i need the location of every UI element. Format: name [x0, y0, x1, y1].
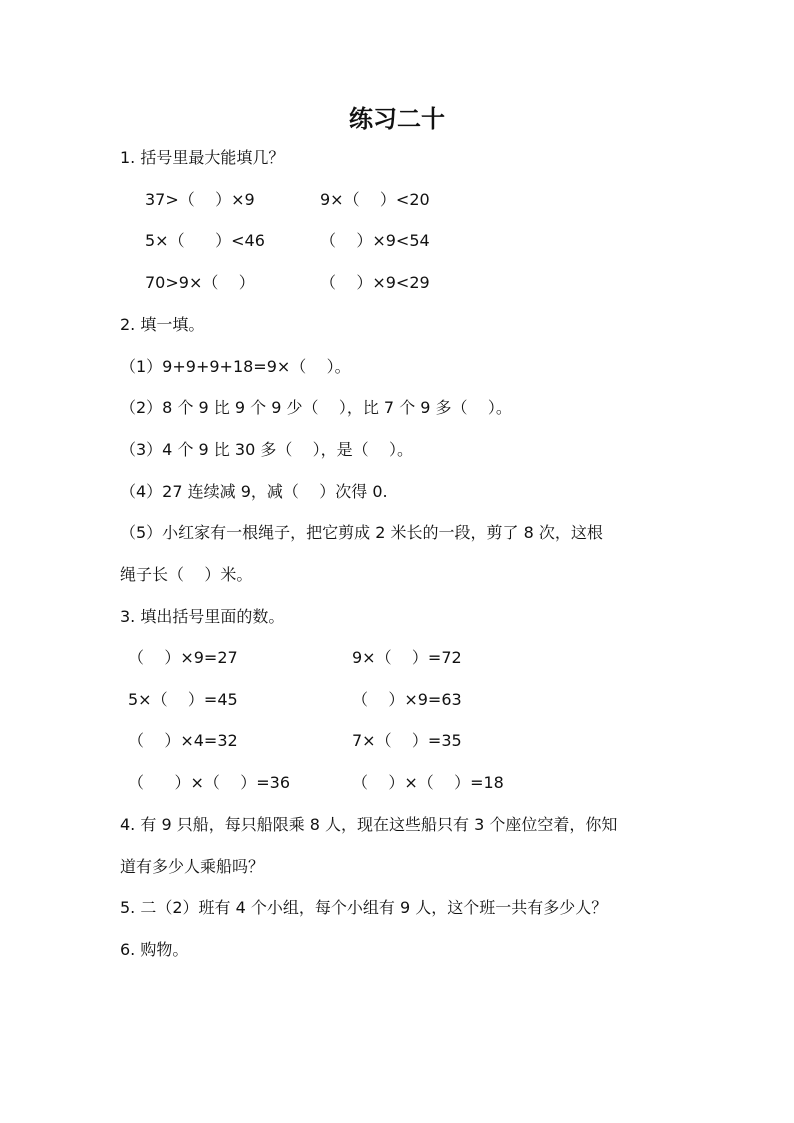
- q3-row4-left: （ ）×（ ）=36: [128, 773, 291, 792]
- q3-row3-right: 7×（ ）=35: [352, 731, 462, 750]
- q3-row4-right: （ ）×（ ）=18: [352, 773, 504, 792]
- q3-row2-right: （ ）×9=63: [352, 690, 462, 709]
- q2-item-5-cont: 绳子长（ ）米。: [120, 565, 253, 584]
- q1-row2-right: （ ）×9<54: [320, 231, 430, 250]
- q5-text: 5. 二（2）班有 4 个小组，每个小组有 9 人，这个班一共有多少人？: [120, 898, 608, 917]
- q3-row1-left: （ ）×9=27: [128, 648, 238, 667]
- q1-row1-left: 37>（ ）×9: [145, 190, 255, 209]
- q2-item-4: （4）27 连续减 9，减（ ）次得 0.: [120, 482, 388, 501]
- q1-row3-right: （ ）×9<29: [320, 273, 430, 292]
- q4-line-1: 4. 有 9 只船，每只船限乘 8 人，现在这些船只有 3 个座位空着，你知: [120, 815, 618, 834]
- q2-item-3: （3）4 个 9 比 30 多（ ），是（ ）。: [120, 440, 414, 459]
- q4-line-2: 道有多少人乘船吗？: [120, 857, 265, 876]
- q3-row2-left: 5×（ ）=45: [128, 690, 238, 709]
- q2-item-5: （5）小红家有一根绳子，把它剪成 2 米长的一段，剪了 8 次，这根: [120, 523, 603, 542]
- q2-heading: 2. 填一填。: [120, 315, 205, 334]
- q6-text: 6. 购物。: [120, 940, 189, 959]
- q2-item-2: （2）8 个 9 比 9 个 9 少（ ），比 7 个 9 多（ ）。: [120, 398, 512, 417]
- q1-row2-left: 5×（ ）<46: [145, 231, 265, 250]
- page-title: 练习二十: [349, 105, 445, 133]
- q3-row3-left: （ ）×4=32: [128, 731, 238, 750]
- q1-row3-left: 70>9×（ ）: [145, 273, 255, 292]
- q1-row1-right: 9×（ ）<20: [320, 190, 430, 209]
- q3-row1-right: 9×（ ）=72: [352, 648, 462, 667]
- q2-item-1: （1）9+9+9+18=9×（ ）。: [120, 357, 351, 376]
- q3-heading: 3. 填出括号里面的数。: [120, 607, 285, 626]
- q1-heading: 1. 括号里最大能填几？: [120, 148, 285, 167]
